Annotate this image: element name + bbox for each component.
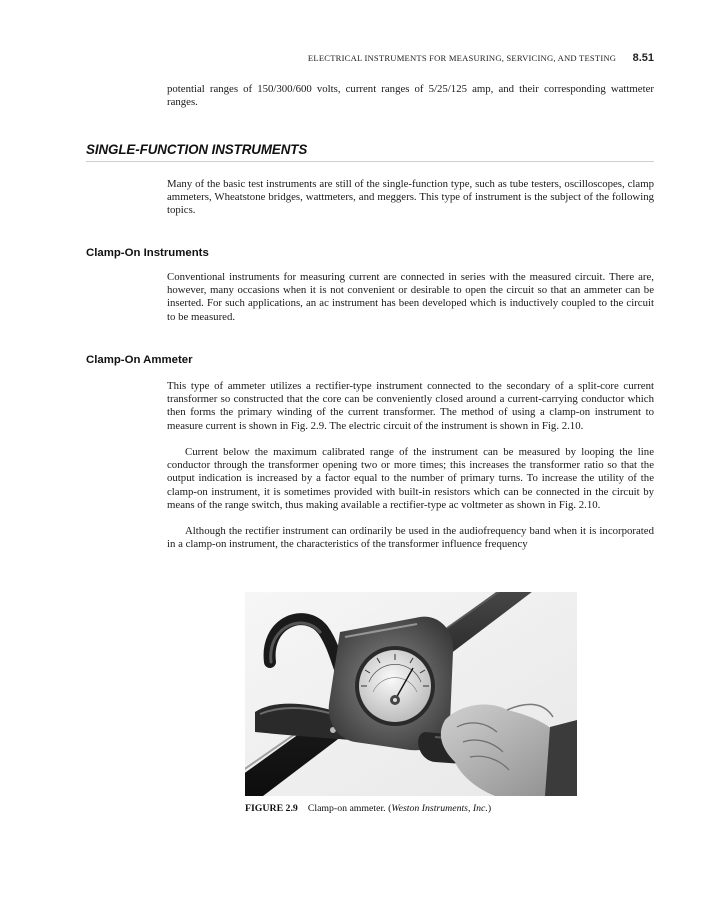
subheading-clamp-on-instruments: Clamp-On Instruments — [86, 247, 209, 259]
clamp-on-ammeter-illustration — [245, 592, 577, 796]
figure-caption — [245, 803, 665, 814]
page-number: 8.51 — [632, 52, 654, 64]
figure-credit: Weston Instruments, Inc. — [391, 803, 488, 814]
subheading-clamp-on-ammeter: Clamp-On Ammeter — [86, 354, 193, 366]
running-header — [0, 52, 654, 64]
ammeter-paragraph-2: Current below the maximum calibrated range of the instrument can be measured by looping the line conductor through the transformer opening two or more times; this increases the transformer ratio so that the output indication is increased by a factor equal to the number of primary turns. To increase the utility of the clamp-on instrument, it is sometimes provided with built-in resistors which can be connected in the circuit by means of the range switch, thus making available a rectifier-type ac voltmeter as shown in Fig. 2.10. — [167, 446, 654, 511]
clamp-on-instruments-paragraph: Conventional instruments for measuring current are connected in series with the measured circuit. There are, however, many occasions when it is not convenient or desirable to open the circuit so that an ammeter can be inserted. For such applications, an ac instrument has been developed which is inductively coupled to the circuit to be measured. — [167, 271, 654, 323]
ammeter-paragraph-3: Although the rectifier instrument can ordinarily be used in the audiofrequency band when it is incorporated in a clamp-on instrument, the characteristics of the transformer influence frequency — [167, 525, 654, 551]
section-intro-paragraph: Many of the basic test instruments are still of the single-function type, such as tube testers, oscilloscopes, clamp ammeters, Wheatstone bridges, wattmeters, and meggers. This type of instrument is the subject of the following topics. — [167, 178, 654, 217]
section-title: SINGLE-FUNCTION INSTRUMENTS — [86, 142, 654, 162]
ammeter-paragraph-1: This type of ammeter utilizes a rectifier-type instrument connected to the secondary of a split-core current transformer so constructed that the core can be conveniently closed around a current-carrying conductor which then forms the primary winding of the current transformer. The method of using a clamp-on instrument to measure current is shown in Fig. 2.9. The electric circuit of the instrument is shown in Fig. 2.10. — [167, 380, 654, 432]
figure-caption-end: ) — [487, 803, 492, 814]
intro-paragraph: potential ranges of 150/300/600 volts, current ranges of 5/25/125 amp, and their corresponding wattmeter ranges. — [167, 83, 654, 109]
figure-label: FIGURE 2.9 — [245, 803, 298, 814]
clamp-on-ammeter-photo — [245, 592, 577, 796]
figure-caption-text: Clamp-on ammeter. ( — [307, 803, 392, 814]
running-title: ELECTRICAL INSTRUMENTS FOR MEASURING, SERVICING, AND TESTING — [307, 53, 617, 63]
